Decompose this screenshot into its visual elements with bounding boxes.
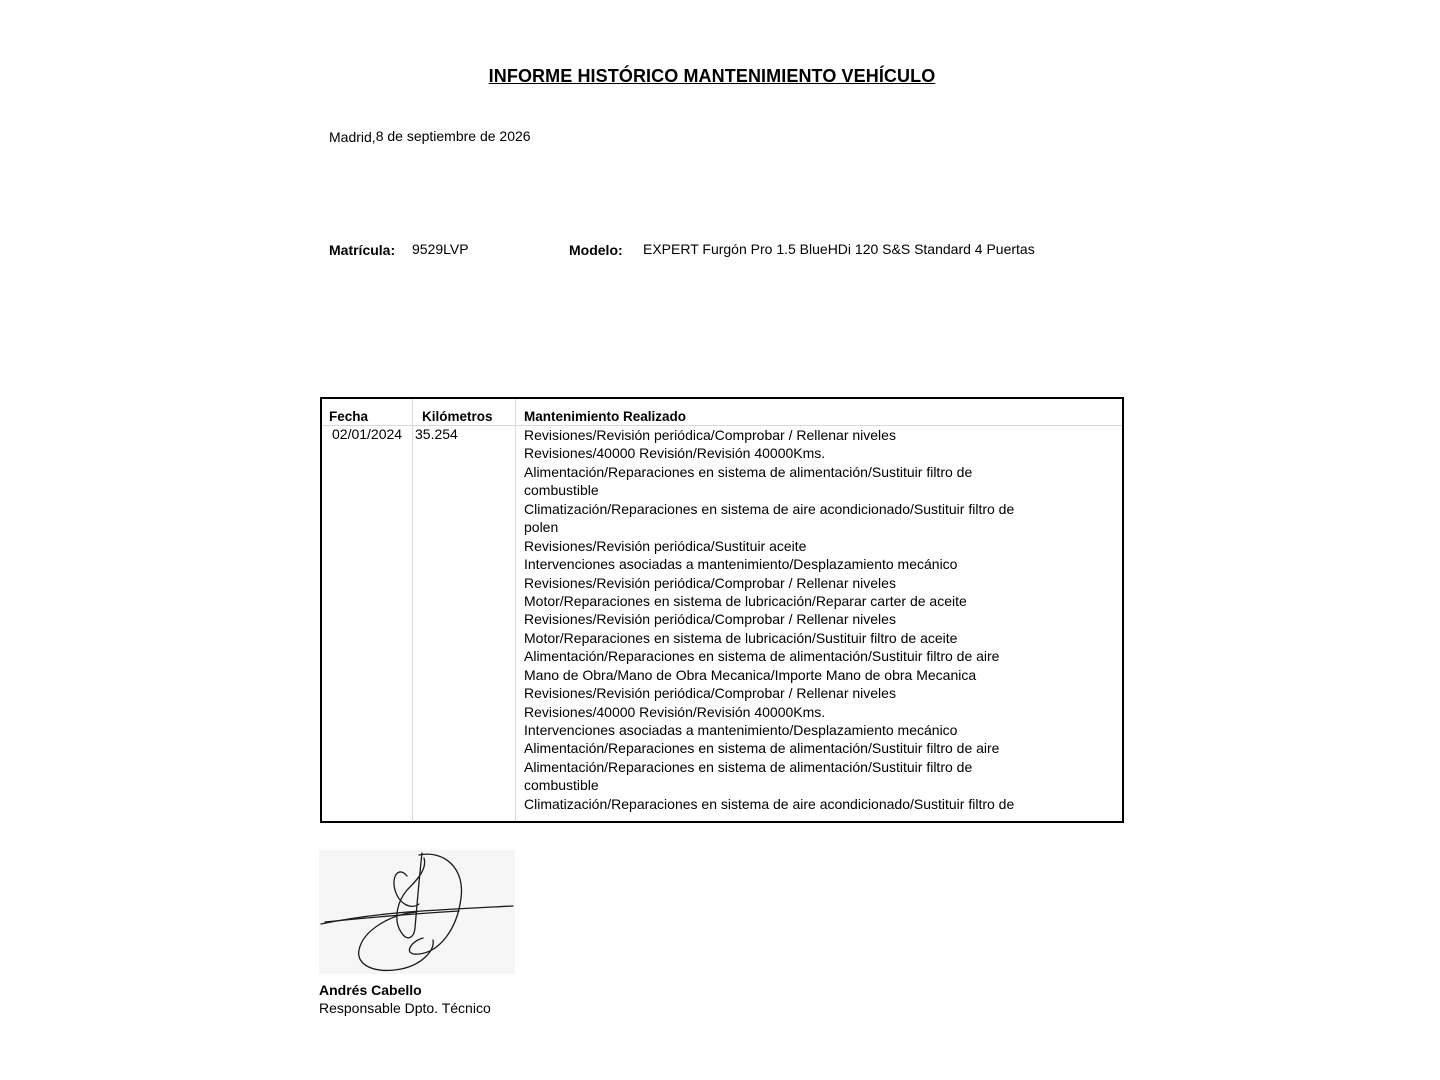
maintenance-line: polen: [524, 519, 559, 536]
signer-name: Andrés Cabello: [319, 982, 422, 998]
plate-value: 9529LVP: [412, 241, 469, 257]
maintenance-table: [320, 397, 1124, 823]
maintenance-line: Climatización/Reparaciones en sistema de aire acondicionado/Sustituir filtro de: [524, 795, 1015, 812]
row-km: 35.254: [415, 426, 458, 442]
report-title: INFORME HISTÓRICO MANTENIMIENTO VEHÍCULO: [488, 66, 936, 86]
maintenance-line: Motor/Reparaciones en sistema de lubricación/Sustituir filtro de aceite: [524, 629, 958, 646]
maintenance-line: Revisiones/Revisión periódica/Sustituir aceite: [524, 537, 807, 554]
maintenance-line: Alimentación/Reparaciones en sistema de alimentación/Sustituir filtro de: [524, 463, 973, 480]
maintenance-line: Alimentación/Reparaciones en sistema de alimentación/Sustituir filtro de aire: [524, 740, 1000, 757]
maintenance-line: combustible: [524, 482, 599, 499]
signer-role: Responsable Dpto. Técnico: [319, 1000, 491, 1016]
maintenance-line: Motor/Reparaciones en sistema de lubricación/Reparar carter de aceite: [524, 592, 967, 609]
maintenance-line: Mano de Obra/Mano de Obra Mecanica/Importe Mano de obra Mecanica: [524, 666, 977, 683]
maintenance-line: Alimentación/Reparaciones en sistema de alimentación/Sustituir filtro de: [524, 758, 973, 775]
header-kilometros: Kilómetros: [422, 409, 493, 424]
header-fecha: Fecha: [329, 409, 369, 424]
maintenance-line: Revisiones/Revisión periódica/Comprobar / Rellenar niveles: [524, 685, 896, 702]
maintenance-line: Intervenciones asociadas a mantenimiento/Desplazamiento mecánico: [524, 722, 958, 738]
maintenance-lines: [524, 426, 1014, 813]
maintenance-line: Revisiones/Revisión periódica/Comprobar / Rellenar niveles: [524, 574, 896, 591]
place-date: [329, 129, 531, 145]
column-divider: [515, 399, 516, 821]
maintenance-line: Climatización/Reparaciones en sistema de aire acondicionado/Sustituir filtro de: [524, 500, 1015, 517]
row-date: 02/01/2024: [332, 426, 403, 442]
plate-label: Matrícula:: [329, 242, 396, 258]
maintenance-line: Intervenciones asociadas a mantenimiento/Desplazamiento mecánico: [524, 556, 958, 573]
report-date: 8 de septiembre de 2026: [375, 128, 531, 144]
maintenance-line: Alimentación/Reparaciones en sistema de alimentación/Sustituir filtro de aire: [524, 648, 1000, 665]
model-label: Modelo:: [569, 242, 623, 258]
maintenance-line: Revisiones/Revisión periódica/Comprobar / Rellenar niveles: [524, 427, 896, 443]
maintenance-line: Revisiones/Revisión periódica/Comprobar / Rellenar niveles: [524, 611, 896, 628]
header-mantenimiento: Mantenimiento Realizado: [524, 409, 687, 424]
maintenance-line: Revisiones/40000 Revisión/Revisión 40000Kms.: [524, 703, 826, 720]
place: Madrid,: [329, 129, 376, 145]
maintenance-line: Revisiones/40000 Revisión/Revisión 40000Kms.: [524, 445, 826, 462]
model-value: EXPERT Furgón Pro 1.5 BlueHDi 120 S&S Standard 4 Puertas: [643, 241, 1035, 257]
signature-icon: [319, 850, 515, 974]
column-divider: [412, 399, 413, 821]
maintenance-line: combustible: [524, 777, 599, 794]
